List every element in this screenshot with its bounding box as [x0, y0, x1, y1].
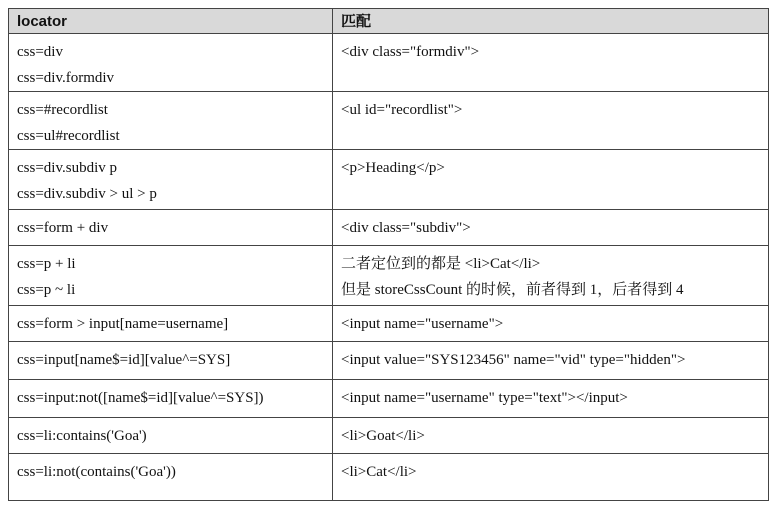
table-row — [9, 418, 769, 454]
locator-text: css=div.subdiv > ul > p — [17, 186, 157, 202]
table-row — [9, 380, 769, 418]
match-cell — [333, 34, 769, 92]
match-cell — [333, 246, 769, 306]
table-row — [9, 306, 769, 342]
locator-text: css=input:not([name$=id][value^=SYS]) — [17, 390, 264, 406]
locator-text: css=li:contains('Goa') — [17, 428, 147, 444]
locator-text: css=p + li — [17, 256, 76, 272]
table-row — [9, 92, 769, 150]
locator-cell — [9, 418, 333, 454]
match-cell — [333, 306, 769, 342]
locator-cell — [9, 342, 333, 380]
locator-cell — [9, 150, 333, 210]
match-cell — [333, 150, 769, 210]
locator-text: css=form > input[name=username] — [17, 316, 229, 332]
header-locator: locator — [9, 9, 333, 34]
table-row — [9, 246, 769, 306]
locator-text: css=li:not(contains('Goa')) — [17, 464, 176, 480]
match-text: <div class="formdiv"> — [341, 44, 480, 60]
match-cell — [333, 92, 769, 150]
locator-text: css=div — [17, 44, 63, 60]
locator-cell — [9, 92, 333, 150]
match-text: 但是 storeCssCount 的时候，前者得到 1，后者得到 4 — [341, 282, 684, 298]
table-row — [9, 454, 769, 501]
locator-text: css=ul#recordlist — [17, 128, 120, 144]
match-text: 二者定位到的都是 <li>Cat</li> — [341, 256, 541, 272]
match-text: <input name="username"> — [341, 316, 504, 332]
locator-cell — [9, 380, 333, 418]
match-cell — [333, 454, 769, 501]
header-match: 匹配 — [333, 9, 769, 34]
locator-text: css=p ~ li — [17, 282, 76, 298]
match-text: <ul id="recordlist"> — [341, 102, 463, 118]
table-row — [9, 34, 769, 92]
match-text: <p>Heading</p> — [341, 160, 445, 176]
match-text: <input value="SYS123456" name="vid" type="hidden"> — [341, 352, 686, 368]
locator-cell — [9, 34, 333, 92]
locator-cell — [9, 454, 333, 501]
match-text: <input name="username" type="text"></input> — [341, 390, 628, 406]
table-row — [9, 210, 769, 246]
locator-text: css=input[name$=id][value^=SYS] — [17, 352, 231, 368]
locator-cell — [9, 246, 333, 306]
css-locator-table — [8, 8, 769, 501]
locator-text: css=#recordlist — [17, 102, 108, 118]
locator-text: css=form + div — [17, 220, 109, 236]
match-cell — [333, 380, 769, 418]
locator-text: css=div.formdiv — [17, 70, 115, 86]
table-row — [9, 342, 769, 380]
table-row — [9, 150, 769, 210]
locator-text: css=div.subdiv p — [17, 160, 117, 176]
locator-cell — [9, 210, 333, 246]
locator-cell — [9, 306, 333, 342]
match-text: <li>Goat</li> — [341, 428, 425, 444]
match-cell — [333, 210, 769, 246]
match-text: <li>Cat</li> — [341, 464, 417, 480]
match-cell — [333, 342, 769, 380]
match-cell — [333, 418, 769, 454]
table-header-row — [9, 9, 769, 34]
match-text: <div class="subdiv"> — [341, 220, 471, 236]
